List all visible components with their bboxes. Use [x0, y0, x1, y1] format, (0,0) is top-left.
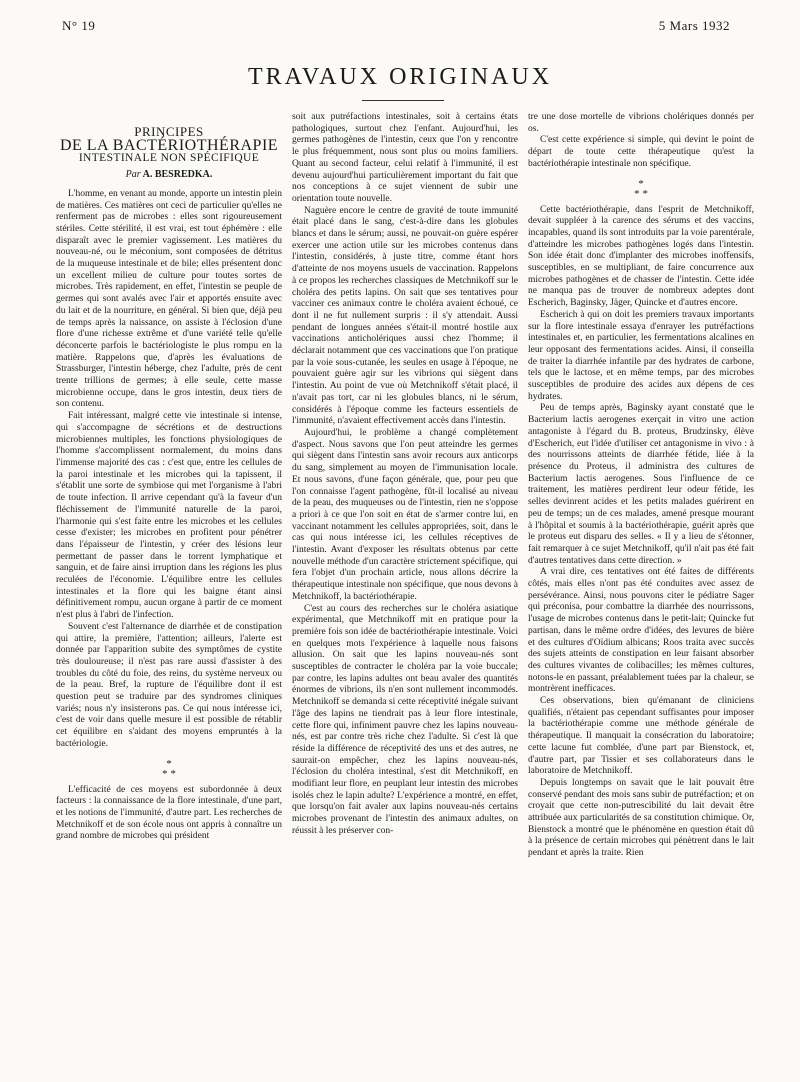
paragraph: L'efficacité de ces moyens est subordonnée à deux facteurs : la connaissance de la flore intestinale, d'une part, et les notions de l'immunité, d'autre part. Les recherches de Metchnikoff et de son école nous ont appris à connaître un grand nombre de microbes qui président [56, 784, 282, 842]
title-divider [362, 100, 444, 101]
article-title [56, 126, 282, 181]
column-left [56, 126, 282, 1076]
column-right [528, 112, 754, 1062]
paragraph: Ces observations, bien qu'émanant de cliniciens qualifiés, n'étaient pas cependant suffisantes pour imposer la bactériothérapie comme une méthode générale de thérapeutique. Il manquait la consécration du laboratoire; cette lacune fut comblée, d'une part par Bienstock, et, d'autre part, par Tissier et ses collaborateurs dans le laboratoire de Metchnikoff. [528, 696, 754, 777]
paragraph: A vrai dire, ces tentatives ont été faites de différents côtés, mais elles n'ont pas été conduites avec assez de persévérance. Ainsi, nous pouvons citer le pédiatre Sager qui préconisa, pour combattre la diarrhée des nourrissons, l'usage de microbes contenus dans le petit-lait; Quincke fut partisan, dans le même ordre d'idées, des levures de bière et des cultures d'Oïdium albicans; Roos traita avec succès des sujets atteints de constipation en leur faisant absorber des cultures vivantes de colibacilles; les mêmes cultures, notons-le en passant, préalablement tuées par la chaleur, se montrèrent inefficaces. [528, 567, 754, 695]
paragraph: C'est au cours des recherches sur le choléra asiatique expérimental, que Metchnikoff mit en pratique pour la première fois son idée de bactériothérapie intestinale. Voici en quelques mots l'expérience à laquelle nous faisons allusion. On sait que les lapins nouveau-nés sont susceptibles de contracter le choléra par la voie buccale; par contre, les lapins adultes ont beau avaler des quantités énormes de vibrions, ils n'en sont nullement incommodés. Metchnikoff se demanda si cette réceptivité inégale suivant l'âge des lapins ne tiendrait pas à leur flore intestinale, cette flore qui, infiniment pauvre chez les lapins nouveau-nés, est par contre très riche chez l'adulte. Si c'est là que réside la différence de réceptivité des uns et des autres, ne saurait-on empêcher, chez les lapins nouveau-nés, l'éclosion du choléra intestinal, s'est dit Metchnikoff, en modifiant leur flore, en peuplant leur intestin des microbes isolés chez le lapin adulte? L'expérience a montré, en effet, que lorsqu'on fait avaler aux lapins nouveau-nés certains microbes provenant de l'intestin des animaux adultes, on réussit à les préserver con- [292, 603, 518, 836]
paragraph: L'homme, en venant au monde, apporte un intestin plein de matières. Ces matières ont ceci de particulier qu'elles ne renferment pas de microbes : elles sont rigoureusement stériles. Cette stérilité, il est vrai, est tout éphémère : elle disparaît avec le premier vagissement. Les matières du nouveau-né, ou le méconium, sont composées de détritus de la muqueuse intestinale et de bile; elles présentent donc un excellent milieu de culture pour toutes sortes de microbes. Très rapidement, en effet, l'intestin se peuple de germes qui sont avalés avec l'air et apportés ensuite avec du lait et de la nourriture, en général. Si bien que, déjà peu de temps après la naissance, on assiste à l'éclosion d'une flore d'une richesse extrême et d'une variété telle qu'elle déconcerte parfois le bactériologiste le plus rompu en la matière. Rappelons que, d'après les évaluations de Strassburger, l'intestin héberge, chez l'adulte, près de cent trente trillions de germes; à elle seule, cette masse microbienne occupe, dans le gros intestin, deux tiers de son contenu. [56, 188, 282, 410]
paragraph: Fait intéressant, malgré cette vie intestinale si intense, qui s'accompagne de sécrétions et de destructions microbiennes multiples, les fonctions physiologiques de l'homme s'accomplissent normalement, du moins dans l'immense majorité des cas : c'est que, entre les cellules de la paroi intestinale et les microbes qui la tapissent, il s'établit une sorte de symbiose qui met l'organisme à l'abri de toute infection. Il arrive cependant qu'à la faveur d'un fléchissement de l'immunité naturelle de la paroi, l'harmonie qui s'est faite entre les microbes et les cellules cesse d'exister; les microbes en profitent pour pénétrer dans l'épaisseur de l'intestin, y créer des lésions leur permettant de passer dans le torrent lymphatique et sanguin, et de faire ainsi irruption dans les régions les plus reculées de l'économie. L'équilibre entre les cellules intestinales et la flore qui les baigne étant ainsi définitivement rompu, aucun organe à partir de ce moment n'est plus à l'abri de l'infection. [56, 411, 282, 621]
paragraph: Depuis longtemps on savait que le lait pouvait être conservé pendant des mois sans subir de putréfaction; et on croyait que cette non-putrescibilité du lait devait être attribuée aux particularités de sa constitution chimique. Or, Bienstock a montré que le phénomène en question était dû à la présence de certain microbes qui pénètrent dans le lait pendant et après la traite. Rien [528, 777, 754, 859]
article-title-line2: DE LA BACTÉRIOTHÉRAPIE [59, 136, 279, 154]
section-separator-stars: * * * [634, 177, 648, 200]
issue-number: N° 19 [62, 18, 96, 33]
section-separator-stars: * * * [162, 757, 176, 780]
paragraph: Cette bactériothérapie, dans l'esprit de Metchnikoff, devait suppléer à la carence des sérums et des vaccins, incapables, quand ils sont introduits par la voie parentérale, d'atteindre les microbes pathogènes logés dans l'intestin. Son idée était donc d'implanter des microbes inoffensifs, susceptibles, en se multipliant, de faire concurrence aux microbes pathogènes et de chasser de l'intestin. Cette idée ne manqua pas de trouver de nombreux adeptes dont Escherich, Baginsky, Jäger, Quincke et d'autres encore. [528, 204, 754, 309]
paragraph: soit aux putréfactions intestinales, soit à certains états pathologiques, surtout chez l'enfant. Aujourd'hui, les germes pathogènes de l'intestin, ceux que l'on y rencontre le plus fréquemment, nous sont plus ou moins familiers. Quant au second facteur, celui relatif à l'immunité, il est devenu aujourd'hui particulièrement important du fait que nos conceptions à ce sujet viennent de subir une orientation toute nouvelle. [292, 112, 518, 204]
issue-date: 5 Mars 1932 [658, 18, 730, 33]
article-title-line1: PRINCIPES [134, 126, 204, 139]
byline [56, 169, 282, 181]
byline-prefix: Par [125, 169, 141, 181]
paragraph: Aujourd'hui, le problème a changé complètement d'aspect. Nous savons que l'on peut atteindre les germes qui siègent dans l'intestin sans avoir recours aux anticorps du sang, simplement au moyen de l'immunisation locale. Et nous savons, d'une façon générale, que, pour peu que l'on connaisse l'agent pathogène, fût-il localisé au niveau de la peau, des muqueuses ou de l'intestin, rien ne s'oppose a priori à ce que l'on soit en état de s'armer contre lui, en vaccinant notamment les cellules appropriées, soit, dans le cas qui nous intéresse ici, les cellules réceptives de l'intestin. Avant d'exposer les résultats obtenus par cette nouvelle méthode d'un caractère strictement spécifique, qui fera l'objet d'un prochain article, nous allons décrire la thérapeutique intestinale non spécifique, que nous devons à Metchnikoff, la bactériothérapie. [292, 427, 518, 602]
paragraph: Naguère encore le centre de gravité de toute immunité était placé dans le sang, c'est-à-dire dans les globules blancs et dans le sérum; aussi, ne pouvait-on guère espérer exercer une action utile sur les microbes contenus dans l'intestin, considérés, à juste titre, comme étant hors d'atteinte de nos moyens usuels de vaccination. Rappelons à ce propos les recherches classiques de Metchnikoff sur le choléra des petits lapins. On sait que ses tentatives pour vacciner ces animaux contre le choléra avaient échoué, ce dont il ne fut nullement surpris : il s'y attendait. Aussi pendant de longues années s'était-il montré hostile aux vaccinations anticholériques aussi chez l'homme; il déclarait notamment que ces vaccinations que l'on pratique par la voie sous-cutanée, les seules en usage à l'époque, ne pouvaient guère agir sur les vibrions qui siègent dans l'intestin. Au point de vue où Metchnikoff s'était placé, il n'avait pas tort, car ni les globules blancs, ni le sérum, considérés à l'époque comme les facteurs essentiels de l'immunité, n'avaient effectivement accès dans l'intestin. [292, 205, 518, 427]
column-middle [292, 112, 518, 1062]
paragraph: Souvent c'est l'alternance de diarrhée et de constipation qui attire, la première, l'attention; ailleurs, l'alerte est donnée par l'apparition subite des symptômes de cystite très douloureuse; il n'est pas rare aussi d'assister à des troubles du côté du foie, des reins, du système nerveux ou de la peau. Bref, la rupture de l'équilibre dont il est question peut se traduire par des syndromes cliniques variés; nous n'y insisterons pas. Ce qui nous intéresse ici, c'est de voir dans quelle mesure il est possible de rétablir cet équilibre en s'aidant des moyens empruntés à la bactériologie. [56, 621, 282, 749]
article-title-line3: INTESTINALE NON SPÉCIFIQUE [78, 152, 260, 165]
paragraph: tre une dose mortelle de vibrions cholériques donnés per os. [528, 112, 754, 134]
paragraph: Peu de temps après, Baginsky ayant constaté que le Bacterium lactis aerogenes exerçait in vitro une action antagoniste à l'égard du B. proteus, Brudzinsky, élève d'Escherich, eut l'idée d'utiliser cet antagonisme in vivo : à des nourrissons atteints de diarrhée fétide, liée à la présence du Proteus, il administra des cultures de Bacterium lactis aerogenes. Sous l'influence de ce traitement, les matières perdirent leur odeur fétide, les selles devinrent acides et les petits malades guérirent en peu de temps; un de ces malades, amené presque mourant à l'hôpital et soumis à la bactériothérapie, guérit après que le proteus eut disparu des selles. « Il y a lieu de s'étonner, fait remarquer à ce sujet Metchnikoff, qu'il n'ait pas été fait d'autres tentatives dans cette direction. » [528, 403, 754, 566]
paragraph: C'est cette expérience si simple, qui devint le point de départ de toute cette thérapeutique qu'est la bactériothérapie intestinale non spécifique. [528, 135, 754, 169]
section-title: TRAVAUX ORIGINAUX [247, 64, 553, 90]
paragraph: Escherich à qui on doit les premiers travaux importants sur la flore intestinale essaya d'enrayer les putréfactions intestinales et, en particulier, les fermentations alcalines en leur opposant des fermentations acides. Ainsi, il conseilla de traiter la diarrhée infantile par des hydrates de carbone, tels que le lactose, et en même temps, par des microbes susceptibles de produire des acides aux dépens de ces hydrates. [528, 309, 754, 402]
author-name: A. BESREDKA. [142, 169, 213, 181]
